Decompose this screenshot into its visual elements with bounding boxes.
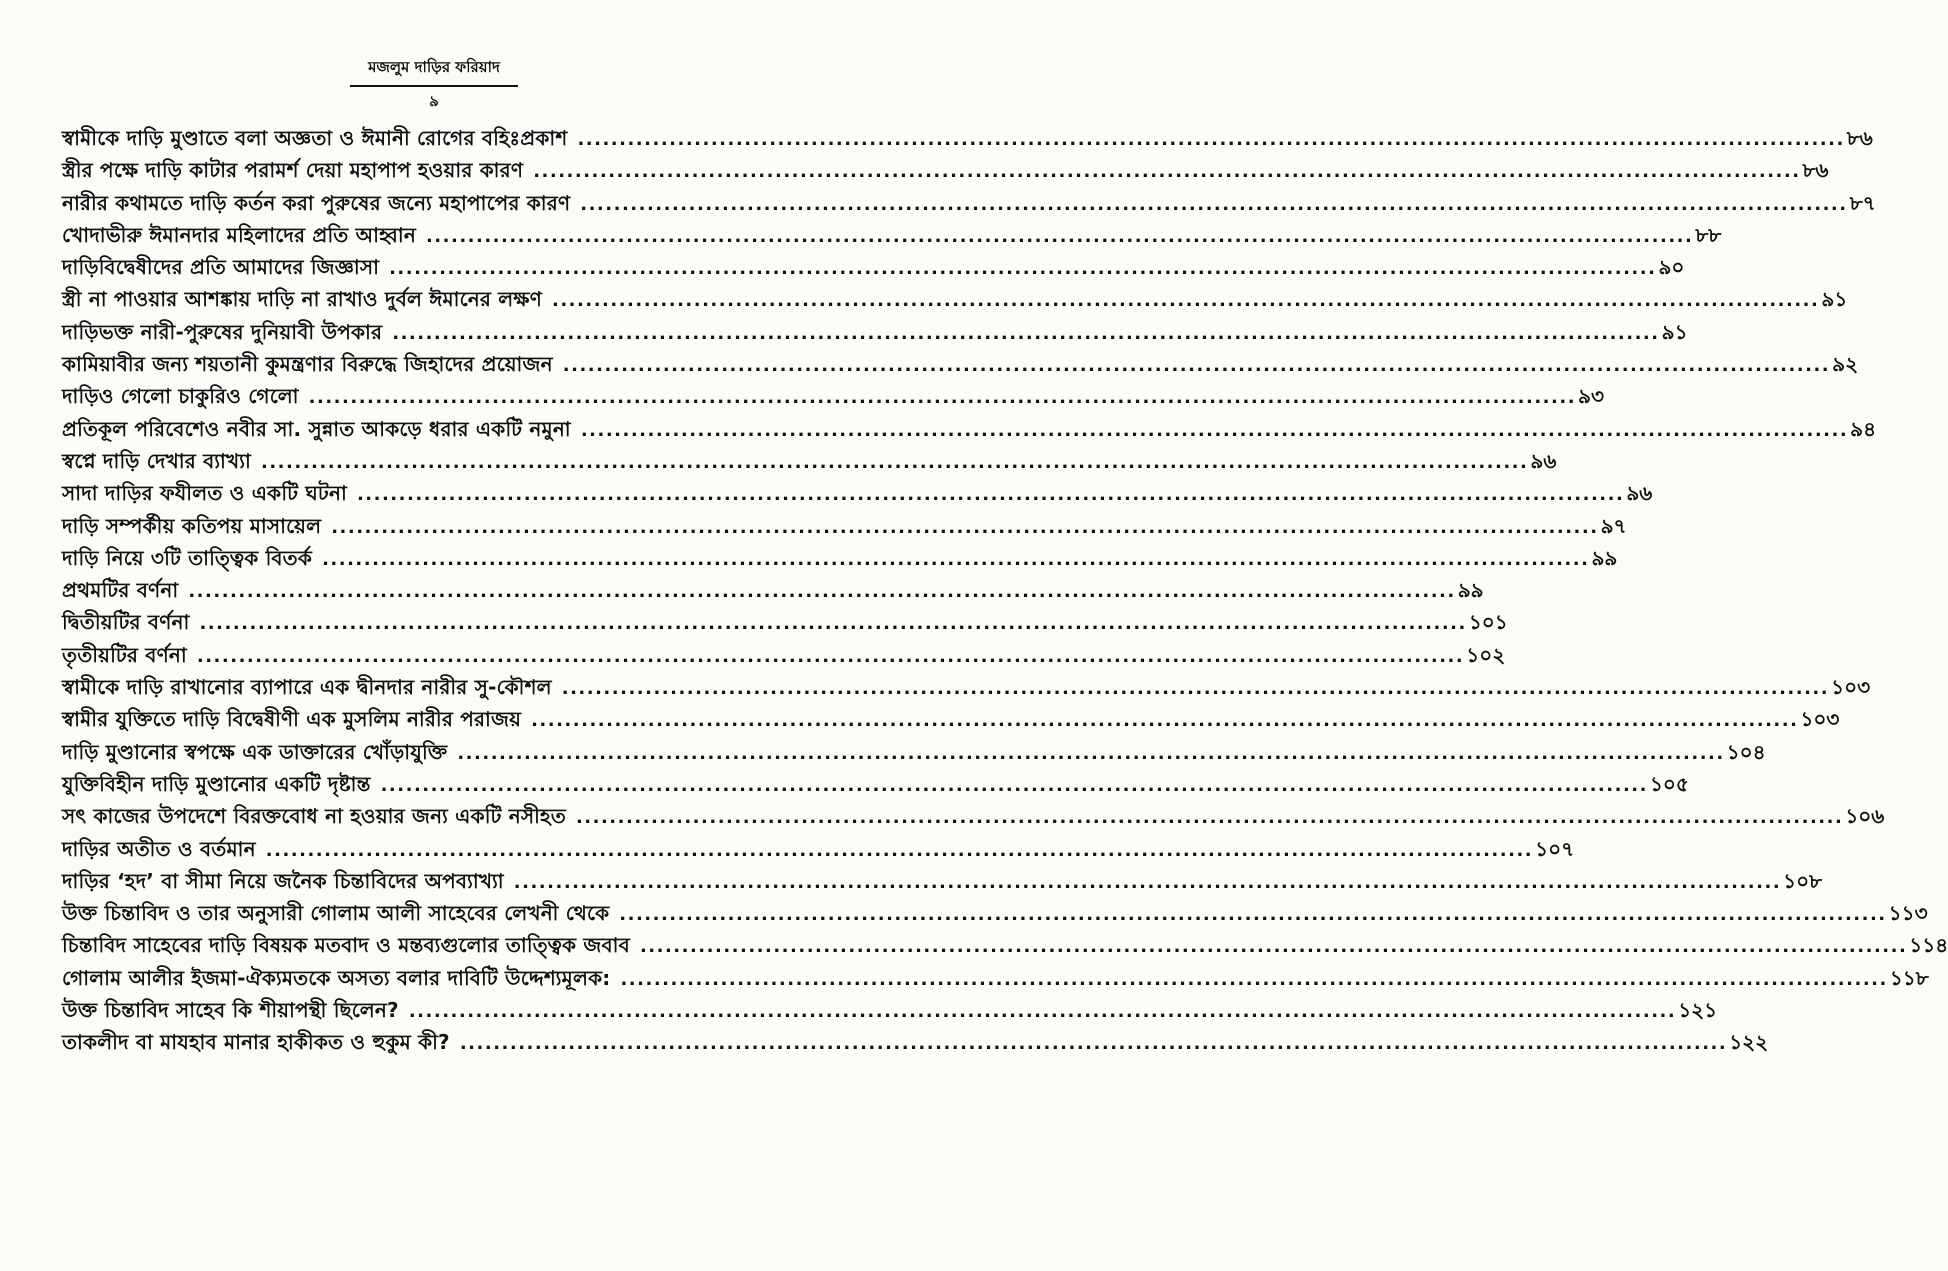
- toc-entry-page: ১০১: [1468, 610, 1508, 635]
- toc-entry-title: তৃতীয়টির বর্ণনা: [62, 642, 187, 667]
- toc-entry-title: দ্বিতীয়টির বর্ণনা: [62, 610, 190, 635]
- toc-entry-title: স্বপ্নে দাড়ি দেখার ব্যাখ্যা: [62, 448, 251, 473]
- toc-entry: [62, 867, 1823, 899]
- toc-entry: [62, 544, 1618, 576]
- toc-dot-leader: [331, 517, 1598, 538]
- toc-entry: [62, 189, 1876, 221]
- toc-entry: [62, 576, 1484, 608]
- toc-dot-leader: [620, 969, 1887, 990]
- toc-entry-page: ৯৩: [1578, 384, 1605, 409]
- toc-entry-page: ৯৭: [1600, 513, 1627, 538]
- toc-dot-leader: [381, 775, 1648, 796]
- toc-entry: [62, 318, 1688, 350]
- toc-entry: [62, 479, 1653, 511]
- toc-entry-page: ৮৬: [1802, 158, 1829, 183]
- toc-entry-title: খোদাভীরু ঈমানদার মহিলাদের প্রতি আহ্বান: [62, 222, 416, 247]
- toc-entry: [62, 931, 1948, 963]
- toc-entry: [62, 608, 1508, 640]
- toc-entry-page: ১১৩: [1888, 901, 1928, 926]
- toc-entry-page: ১০৭: [1535, 836, 1575, 861]
- toc-entry-title: সাদা দাড়ির ফযীলত ও একটি ঘটনা: [62, 481, 347, 506]
- toc-entry-page: ৯৪: [1850, 416, 1877, 441]
- toc-entry: [62, 802, 1885, 834]
- toc-entry-page: ৯১: [1661, 319, 1688, 344]
- toc-dot-leader: [619, 904, 1886, 925]
- toc-entry-title: যুক্তিবিহীন দাড়ি মুণ্ডানোর একটি দৃষ্টান্ত: [62, 771, 371, 796]
- toc-entry-title: দাড়ি সম্পর্কীয় কতিপয় মাসায়েল: [62, 513, 322, 538]
- toc-entry-page: ৮৬: [1846, 126, 1873, 150]
- toc-entry-page: ৯০: [1658, 255, 1685, 280]
- toc-entry-page: ১০৩: [1831, 675, 1871, 700]
- toc-entry-title: দাড়িবিদ্বেষীদের প্রতি আমাদের জিজ্ঞাসা: [62, 255, 380, 280]
- toc-entry-page: ১০৫: [1649, 771, 1689, 796]
- toc-entry: [62, 705, 1840, 737]
- toc-entry-title: দাড়ির অতীত ও বর্তমান: [62, 836, 256, 861]
- toc-entry-page: ১১৪: [1909, 933, 1948, 958]
- toc-entry: [62, 512, 1627, 544]
- toc-dot-leader: [322, 549, 1589, 570]
- toc-entry-title: স্ত্রী না পাওয়ার আশঙ্কায় দাড়ি না রাখাও দুর্বল ঈমানের লক্ষণ: [62, 287, 542, 312]
- toc-entry-page: ১২২: [1729, 1030, 1769, 1055]
- toc-entry-title: নারীর কথামতে দাড়ি কর্তন করা পুরুষের জন্যে মহাপাপের কারণ: [62, 190, 571, 215]
- toc-dot-leader: [581, 420, 1848, 441]
- toc-dot-leader: [580, 194, 1847, 215]
- toc-entry-page: ৯২: [1832, 352, 1859, 377]
- toc-entry: [62, 382, 1605, 414]
- running-title: মজলুম দাড়ির ফরিয়াদ: [350, 56, 518, 87]
- table-of-contents: [62, 124, 1948, 1061]
- toc-entry-page: ১০৩: [1800, 707, 1840, 732]
- toc-entry-title: সৎ কাজের উপদেশে বিরক্তবোধ না হওয়ার জন্য একটি নসীহত: [62, 804, 566, 829]
- toc-entry: [62, 415, 1877, 447]
- toc-entry-title: উক্ত চিন্তাবিদ ও তার অনুসারী গোলাম আলী সাহেবের লেখনী থেকে: [62, 901, 610, 926]
- toc-dot-leader: [409, 1001, 1676, 1022]
- toc-entry-title: তাকলীদ বা মাযহাব মানার হাকীকত ও হুকুম কী?: [62, 1030, 450, 1055]
- toc-dot-leader: [531, 710, 1798, 731]
- toc-entry: [62, 447, 1557, 479]
- toc-dot-leader: [389, 258, 1656, 279]
- toc-entry-title: প্রতিকূল পরিবেশেও নবীর সা. সুন্নাত আকড়ে ধরার একটি নমুনা: [62, 416, 571, 441]
- toc-dot-leader: [199, 613, 1466, 634]
- toc-entry-page: ১২১: [1678, 998, 1718, 1023]
- toc-dot-leader: [533, 161, 1800, 182]
- toc-entry-title: দাড়ি নিয়ে ৩টি তাত্ত্বিক বিতর্ক: [62, 545, 313, 570]
- toc-entry: [62, 899, 1928, 931]
- toc-entry-title: স্বামীকে দাড়ি মুণ্ডাতে বলা অজ্ঞতা ও ঈমানী রোগের বহিঃপ্রকাশ: [62, 126, 568, 150]
- toc-entry-title: গোলাম আলীর ইজমা-ঐক্যমতকে অসত্য বলার দাবিটি উদ্দেশ্যমূলক:: [62, 965, 611, 990]
- toc-entry-page: ১০৮: [1783, 868, 1823, 893]
- toc-dot-leader: [392, 323, 1659, 344]
- toc-entry-page: ৯৬: [1626, 481, 1653, 506]
- toc-entry: [62, 124, 1873, 156]
- toc-entry: [62, 770, 1689, 802]
- toc-entry: [62, 835, 1575, 867]
- toc-dot-leader: [261, 452, 1528, 473]
- toc-dot-leader: [577, 129, 1844, 150]
- toc-dot-leader: [188, 581, 1455, 602]
- toc-dot-leader: [197, 646, 1464, 667]
- toc-entry-title: চিন্তাবিদ সাহেবের দাড়ি বিষয়ক মতবাদ ও মন্তব্যগুলোর তাত্ত্বিক জবাব: [62, 933, 630, 958]
- toc-entry: [62, 253, 1685, 285]
- toc-entry-title: প্রথমটির বর্ণনা: [62, 578, 179, 603]
- toc-dot-leader: [576, 807, 1843, 828]
- toc-dot-leader: [514, 872, 1781, 893]
- toc-entry-page: ৯৯: [1591, 545, 1618, 570]
- toc-entry-page: ৮৭: [1849, 190, 1876, 215]
- toc-dot-leader: [460, 1033, 1727, 1054]
- toc-entry-page: ১০২: [1466, 642, 1506, 667]
- toc-entry-title: স্ত্রীর পক্ষে দাড়ি কাটার পরামর্শ দেয়া মহাপাপ হওয়ার কারণ: [62, 158, 524, 183]
- toc-dot-leader: [457, 743, 1724, 764]
- toc-entry: [62, 350, 1859, 382]
- toc-entry: [62, 738, 1766, 770]
- toc-dot-leader: [357, 484, 1624, 505]
- toc-entry: [62, 673, 1871, 705]
- toc-entry-page: ৯১: [1821, 287, 1848, 312]
- toc-dot-leader: [309, 387, 1576, 408]
- toc-entry-page: ৯৯: [1457, 578, 1484, 603]
- toc-entry-page: ৯৬: [1530, 448, 1557, 473]
- toc-dot-leader: [426, 226, 1693, 247]
- toc-entry: [62, 156, 1829, 188]
- toc-entry-title: দাড়ির ‘হদ’ বা সীমা নিয়ে জনৈক চিন্তাবিদের অপব্যাখ্যা: [62, 868, 504, 893]
- toc-entry-title: দাড়িভক্ত নারী-পুরুষের দুনিয়াবী উপকার: [62, 319, 383, 344]
- toc-entry-page: ৮৮: [1695, 222, 1722, 247]
- toc-entry: [62, 221, 1722, 253]
- toc-entry-page: ১১৮: [1889, 965, 1929, 990]
- toc-entry-page: ১০৬: [1845, 804, 1885, 829]
- toc-entry: [62, 285, 1848, 317]
- toc-entry: [62, 996, 1718, 1028]
- toc-entry-page: ১০৪: [1726, 739, 1766, 764]
- toc-entry: [62, 641, 1506, 673]
- toc-entry-title: স্বামীর যুক্তিতে দাড়ি বিদ্বেষীণী এক মুসলিম নারীর পরাজয়: [62, 707, 522, 732]
- toc-entry-title: স্বামীকে দাড়ি রাখানোর ব্যাপারে এক দ্বীনদার নারীর সু-কৌশল: [62, 675, 552, 700]
- toc-entry: [62, 964, 1929, 996]
- toc-dot-leader: [562, 678, 1829, 699]
- toc-entry-title: উক্ত চিন্তাবিদ সাহেব কি শীয়াপন্থী ছিলেন?: [62, 998, 399, 1023]
- toc-dot-leader: [552, 290, 1819, 311]
- page-number: ৯: [429, 92, 439, 110]
- toc-dot-leader: [266, 840, 1533, 861]
- toc-entry-title: দাড়ি মুণ্ডানোর স্বপক্ষে এক ডাক্তারের খোঁড়াযুক্তি: [62, 739, 448, 764]
- toc-entry-title: কামিয়াবীর জন্য শয়তানী কুমন্ত্রণার বিরুদ্ধে জিহাদের প্রয়োজন: [62, 352, 553, 377]
- toc-dot-leader: [640, 936, 1907, 957]
- toc-entry-title: দাড়িও গেলো চাকুরিও গেলো: [62, 384, 299, 409]
- running-header: [0, 56, 868, 87]
- toc-dot-leader: [563, 355, 1830, 376]
- toc-entry: [62, 1028, 1769, 1060]
